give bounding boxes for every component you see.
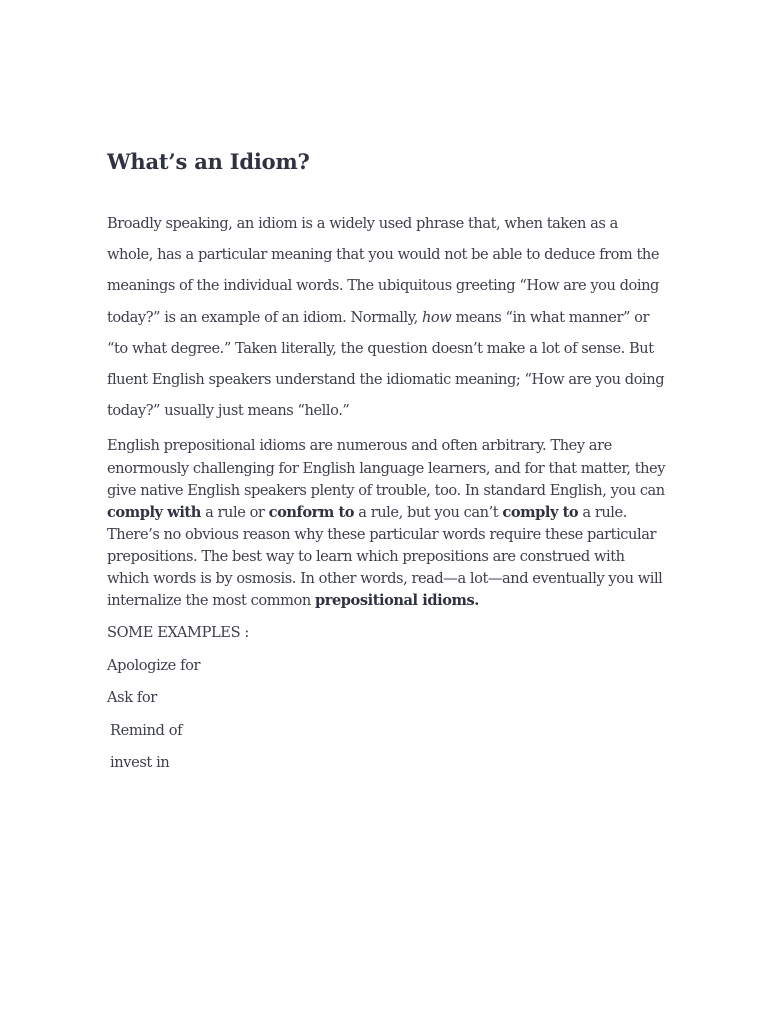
example-item: Remind of [110, 721, 183, 739]
document-page [107, 146, 667, 774]
para1-text-end: means “in what manner” or “to what degree.” Taken literally, the question doesn’t make a lot of sense. But fluent English speakers understand the idiomatic meaning; “How are you doing today?” usually just means “hello.” [107, 308, 665, 420]
paragraph-idiom-definition [107, 208, 667, 426]
para2-text-2: a rule or [200, 503, 269, 521]
example-item: Ask for [107, 689, 157, 707]
bold-comply-to: comply to [502, 503, 579, 521]
example-item: Apologize for [107, 656, 201, 674]
example-item: invest in [110, 754, 170, 772]
bold-prepositional-idioms: prepositional idioms. [314, 592, 479, 610]
examples-heading: SOME EXAMPLES : [107, 624, 249, 642]
para2-text-1: English prepositional idioms are numerous and often arbitrary. They are enormously challenging for English language learners, and for that matter, they give native English speakers plenty of trouble, too. In standard English, you can [107, 437, 666, 499]
para2-text-3: a rule, but you can’t [354, 503, 503, 521]
bold-conform-to: conform to [268, 503, 355, 521]
emphasis-how: how [421, 308, 452, 326]
para1-text-start: Broadly speaking, an idiom is a widely used phrase that, when taken as a whole, has a particular meaning that you would not be able to deduce from the meanings of the individual words. The ubiquitous greeting “How are you doing today?” is an example of an idiom. Normally, [107, 215, 660, 326]
paragraph-prepositional-idioms [107, 435, 667, 612]
document-title: What’s an Idiom? [107, 149, 310, 174]
para2-text-4: a rule. There’s no obvious reason why these particular words require these particular prepositions. The best way to learn which prepositions are construed with which words is by osmosis. In other words, read—a lot—and eventually you will internalize the most common [107, 503, 663, 610]
bold-comply-with: comply with [107, 503, 201, 521]
